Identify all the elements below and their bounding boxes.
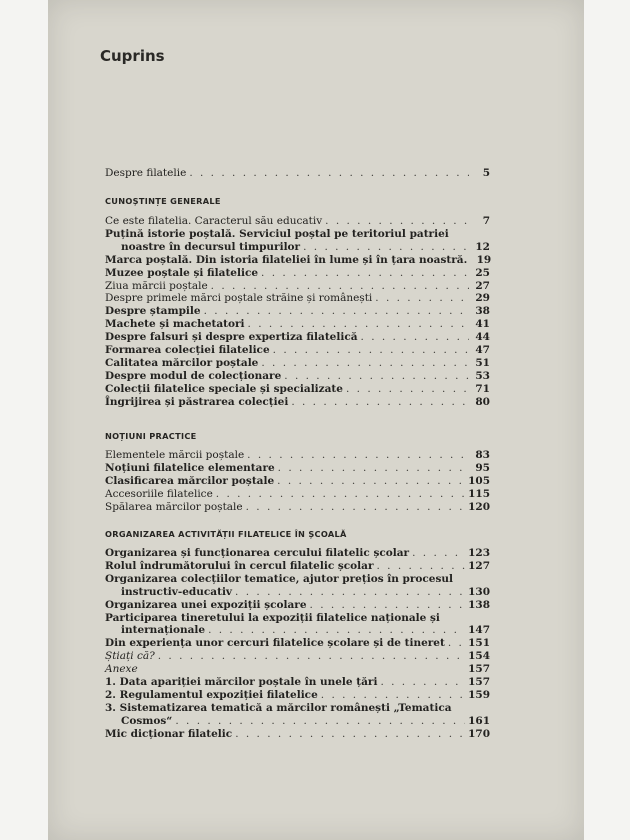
toc-section-general — [105, 196, 490, 409]
toc-entry-text-cont: Cosmos“ — [121, 714, 173, 727]
page-title: Cuprins — [100, 47, 165, 65]
toc-entry-page: 19 — [476, 253, 492, 266]
toc-leader — [284, 370, 469, 383]
toc-entry-continuation — [105, 586, 490, 599]
toc-entry — [105, 449, 490, 462]
toc-entry — [105, 488, 490, 501]
toc-entry-page: 115 — [468, 487, 490, 500]
toc-entry — [105, 689, 490, 702]
toc-entry-text: Spălarea mărcilor poștale — [105, 500, 243, 513]
toc-entry-text: Elementele mărcii poștale — [105, 449, 245, 461]
toc-leader — [448, 637, 465, 650]
toc-entry — [105, 318, 490, 331]
section-heading: NOȚIUNI PRACTICE — [105, 431, 197, 441]
toc-entry — [105, 280, 490, 293]
toc-leader — [211, 280, 469, 293]
toc-entry-page: 159 — [468, 688, 490, 701]
toc-entry-page: 41 — [475, 318, 490, 331]
toc-entry-page: 147 — [468, 624, 490, 637]
toc-entry-page: 71 — [475, 382, 490, 395]
toc-entry-text: Despre ștampile — [105, 305, 201, 318]
toc-entry-page: 47 — [475, 344, 490, 357]
toc-entry-text: Ce este filatelia. Caracterul său educativ — [105, 215, 323, 227]
toc-entry-text: Organizarea și funcționarea cercului filatelic școlar — [105, 547, 410, 559]
toc-entry — [105, 475, 490, 488]
toc-entry-text: Organizarea unei expoziții școlare — [105, 598, 307, 611]
toc-entry — [105, 599, 490, 612]
toc-entry — [105, 702, 490, 715]
toc-entry-text: Știați că? — [105, 650, 155, 663]
anexe-label: Anexe — [105, 663, 138, 676]
toc-leader — [208, 624, 465, 637]
toc-list — [105, 449, 490, 514]
toc-leader — [235, 586, 465, 599]
toc-entry — [105, 383, 490, 396]
toc-entry-text: Noțiuni filatelice elementare — [105, 461, 275, 474]
toc-leader — [278, 462, 469, 475]
toc-entry-page: 80 — [475, 395, 490, 408]
toc-entry — [105, 267, 490, 280]
toc-entry-page: 170 — [468, 727, 490, 740]
toc-entry-page: 51 — [475, 356, 490, 369]
toc-entry-page: 12 — [475, 240, 490, 253]
toc-entry — [105, 650, 490, 663]
toc-entry-text: 3. Sistematizarea tematică a mărcilor românești „Tematica — [105, 701, 452, 714]
toc-leader — [246, 501, 465, 514]
toc-entry — [105, 305, 490, 318]
toc-entry — [105, 357, 490, 370]
toc-entry-page: 157 — [468, 676, 490, 689]
toc-entry-page: 44 — [475, 331, 490, 344]
toc-entry-text-cont: noastre în decursul timpurilor — [121, 240, 301, 253]
toc-entry-text: Puțină istorie poștală. Serviciul poștal pe teritoriul patriei — [105, 227, 449, 240]
toc-entry — [105, 370, 490, 383]
toc-entry-text: Marca poștală. Din istoria filateliei în lume și în țara noastră. — [105, 253, 468, 266]
toc-leader — [216, 488, 465, 501]
toc-leader — [361, 331, 469, 344]
toc-leader — [158, 650, 465, 663]
toc-leader — [325, 215, 469, 228]
toc-entry — [105, 728, 490, 741]
toc-leader — [189, 167, 469, 180]
toc-entry-page: 95 — [475, 461, 490, 474]
toc-entry-text-cont: instructiv-educativ — [121, 585, 233, 598]
toc-entry — [105, 167, 490, 180]
toc-entry — [105, 547, 490, 560]
toc-entry-page: 151 — [468, 637, 490, 650]
toc-entry-page: 154 — [468, 650, 490, 663]
toc-entry-text: Despre primele mărci poștale străine și românești — [105, 292, 373, 305]
toc-entry-page: 5 — [482, 167, 490, 179]
anexe-page: 157 — [468, 663, 490, 676]
toc-entry-text: Mic dicționar filatelic — [105, 727, 233, 740]
toc-anexe-label-row — [105, 663, 490, 676]
toc-entry-text: Colecții filatelice speciale și specializate — [105, 382, 343, 395]
toc-leader — [321, 689, 465, 702]
toc-leader — [175, 715, 465, 728]
toc-leader — [261, 267, 469, 280]
toc-leader — [380, 676, 465, 689]
toc-entry — [105, 462, 490, 475]
toc-entry-continuation — [105, 715, 490, 728]
toc-entry — [105, 254, 490, 267]
section-heading: CUNOȘTINȚE GENERALE — [105, 196, 221, 206]
toc-leader — [277, 475, 465, 488]
toc-entry-text: Despre filatelie — [105, 167, 187, 179]
toc-entry — [105, 228, 490, 241]
toc-entry-text: Din experiența unor cercuri filatelice școlare și de tineret — [105, 637, 445, 650]
toc-entry-text: 1. Data apariției mărcilor poștale în unele țări — [105, 676, 378, 689]
toc-entry-page: 7 — [482, 215, 490, 227]
toc-entry-page: 105 — [468, 474, 490, 487]
toc-entry-continuation — [105, 241, 490, 254]
toc-entry-page: 25 — [475, 266, 490, 279]
toc-entry-text: Rolul îndrumătorului în cercul filatelic școlar — [105, 559, 374, 572]
toc-entry-text: Calitatea mărcilor poștale — [105, 356, 259, 369]
toc-intro — [105, 167, 490, 180]
toc-entry — [105, 612, 490, 625]
toc-entry-page: 29 — [475, 292, 490, 305]
toc-entry-text: 2. Regulamentul expoziției filatelice — [105, 688, 318, 701]
toc-entry-text: Accesoriile filatelice — [105, 487, 213, 500]
toc-leader — [248, 318, 469, 331]
toc-entry-text: Despre modul de colecționare — [105, 369, 282, 382]
toc-entry-page: 38 — [475, 305, 490, 318]
toc-leader — [247, 449, 469, 462]
section-heading: ORGANIZAREA ACTIVITĂȚII FILATELICE ÎN ȘCOALĂ — [105, 529, 347, 539]
toc-entry-page: 130 — [468, 585, 490, 598]
toc-entry — [105, 573, 490, 586]
toc-entry-continuation — [105, 624, 490, 637]
toc-entry-text: Participarea tineretului la expoziții filatelice naționale și — [105, 611, 440, 624]
toc-entry-page: 123 — [468, 547, 490, 559]
toc-leader — [375, 292, 469, 305]
toc-entry-text: Clasificarea mărcilor poștale — [105, 474, 275, 487]
toc-entry-page: 83 — [475, 449, 490, 461]
toc-entry-text: Despre falsuri și despre expertiza filatelică — [105, 331, 358, 344]
toc-entry-text: Machete și machetatori — [105, 318, 245, 331]
toc-entry-text: Formarea colecției filatelice — [105, 344, 270, 357]
toc-entry-page: 120 — [468, 500, 490, 513]
toc-entry-page: 161 — [468, 714, 490, 727]
toc-leader — [412, 547, 465, 560]
toc-entry — [105, 344, 490, 357]
toc-leader — [261, 357, 469, 370]
toc-entry-page: 138 — [468, 598, 490, 611]
toc-entry — [105, 501, 490, 514]
toc-entry-text: Ziua mărcii poștale — [105, 279, 208, 292]
toc-leader — [204, 305, 469, 318]
toc-entry-text: Organizarea colecțiilor tematice, ajutor prețios în procesul — [105, 572, 454, 585]
toc-entry — [105, 292, 490, 305]
toc-entry — [105, 637, 490, 650]
toc-leader — [291, 396, 469, 409]
toc-section-practice — [105, 431, 490, 514]
toc-leader — [310, 599, 466, 612]
toc-entry-text-cont: internaționale — [121, 624, 206, 637]
toc-entry — [105, 215, 490, 228]
toc-leader — [377, 560, 466, 573]
toc-list — [105, 676, 490, 728]
toc-leader — [346, 383, 469, 396]
toc-entry — [105, 331, 490, 344]
toc-leader — [235, 728, 465, 741]
toc-entry — [105, 560, 490, 573]
toc-section-school — [105, 529, 490, 741]
toc-entry-page: 53 — [475, 369, 490, 382]
toc-entry-page: 127 — [468, 559, 490, 572]
toc-entry — [105, 676, 490, 689]
toc-entry-text: Îngrijirea și păstrarea colecției — [105, 395, 289, 408]
toc-leader — [303, 241, 469, 254]
toc-list — [105, 547, 490, 663]
toc-entry-page: 27 — [475, 279, 490, 292]
toc-entry-text: Muzee poștale și filatelice — [105, 266, 259, 279]
toc-leader — [273, 344, 469, 357]
toc-list — [105, 215, 490, 409]
toc-entry — [105, 396, 490, 409]
